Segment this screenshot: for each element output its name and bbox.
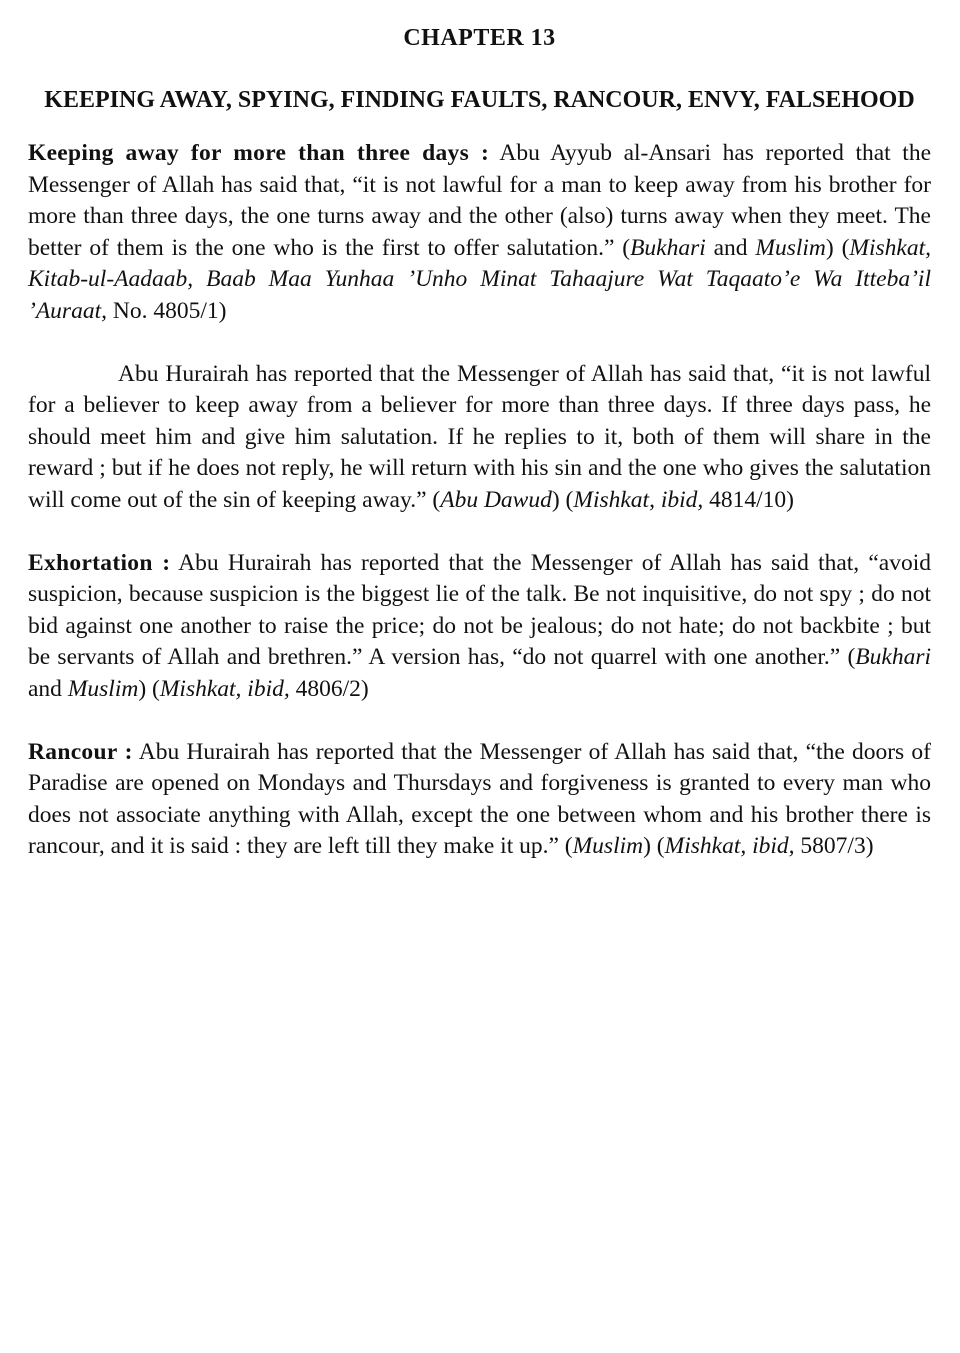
citation-source: Abu Dawud (440, 486, 552, 513)
citation-source: Mishkat, ibid, (573, 486, 704, 513)
paragraph-text: Abu Hurairah has reported that the Messenger of Allah has said that, “it is not lawful for a believer to keep away from a believer for more than three days. If three days pass, he should meet him and give him salutation. If he replies to it, both of them will share in the reward ; but if he does not reply, he will return with his sin and the one who gives the salutation will come out of the sin of keeping away.” ( (28, 360, 931, 513)
citation-source: Mishkat, Kitab-ul-Aadaab, Baab Maa Yunhaa ’Unho Minat Tahaajure Wat Taqaato’e Wa Itteba’il ’Auraat, (28, 234, 931, 324)
citation-source: Mishkat, ibid, (664, 833, 795, 860)
citation-connector: ) ( (643, 833, 665, 860)
paragraph-text: Abu Hurairah has reported that the Messenger of Allah has said that, “the doors of Paradise are opened on Mondays and Thursdays and forgiveness is granted to every man who does not associate anything with Allah, except the one between whom and his brother there is rancour, and it is said : they are left till they make it up.” ( (28, 738, 931, 860)
citation-number: 4814/10) (703, 486, 795, 513)
citation-source: Muslim (572, 833, 644, 860)
paragraph-rancour (28, 737, 931, 863)
citation-connector: ) ( (825, 234, 850, 261)
citation-connector: and (705, 234, 756, 261)
paragraph-text: Abu Ayyub al-Ansari has reported that the Messenger of Allah has said that, “it is not lawful for a man to keep away from his brother for more than three days, the one turns away and the other (also) turns away when they meet. The better of them is the one who is the first to offer salutation.” ( (28, 140, 931, 261)
citation-source: Bukhari (630, 234, 706, 261)
citation-source: Mishkat, ibid, (159, 675, 290, 702)
citation-source: Muslim (67, 675, 139, 702)
citation-connector: ) ( (551, 486, 574, 513)
paragraph-exhortation (28, 548, 931, 706)
paragraph-lead: Exhortation : (28, 549, 171, 576)
chapter-heading: CHAPTER 13 (403, 25, 556, 51)
paragraph-text: Abu Hurairah has reported that the Messenger of Allah has said that, “avoid suspicion, because suspicion is the biggest lie of the talk. Be not inquisitive, do not spy ; do not bid against one another to raise the price; do not be jealous; do not hate; do not backbite ; but be servants of Allah and brethren.” A version has, “do not quarrel with one another.” ( (28, 549, 931, 671)
paragraph-keeping-away (28, 138, 931, 328)
citation-number: 4806/2) (289, 675, 369, 702)
citation-source: Bukhari (855, 644, 931, 671)
citation-number: No. 4805/1) (106, 297, 227, 324)
citation-connector: and (28, 675, 68, 702)
paragraph-abu-hurairah (28, 359, 931, 517)
paragraph-lead: Keeping away for more than three days : (28, 140, 490, 166)
chapter-title: KEEPING AWAY, SPYING, FINDING FAULTS, RANCOUR, ENVY, FALSEHOOD (44, 87, 915, 113)
citation-source: Muslim (755, 234, 826, 261)
citation-number: 5807/3) (794, 833, 874, 860)
paragraph-lead: Rancour : (28, 738, 133, 765)
document-page (28, 20, 931, 863)
citation-connector: ) ( (138, 675, 160, 702)
